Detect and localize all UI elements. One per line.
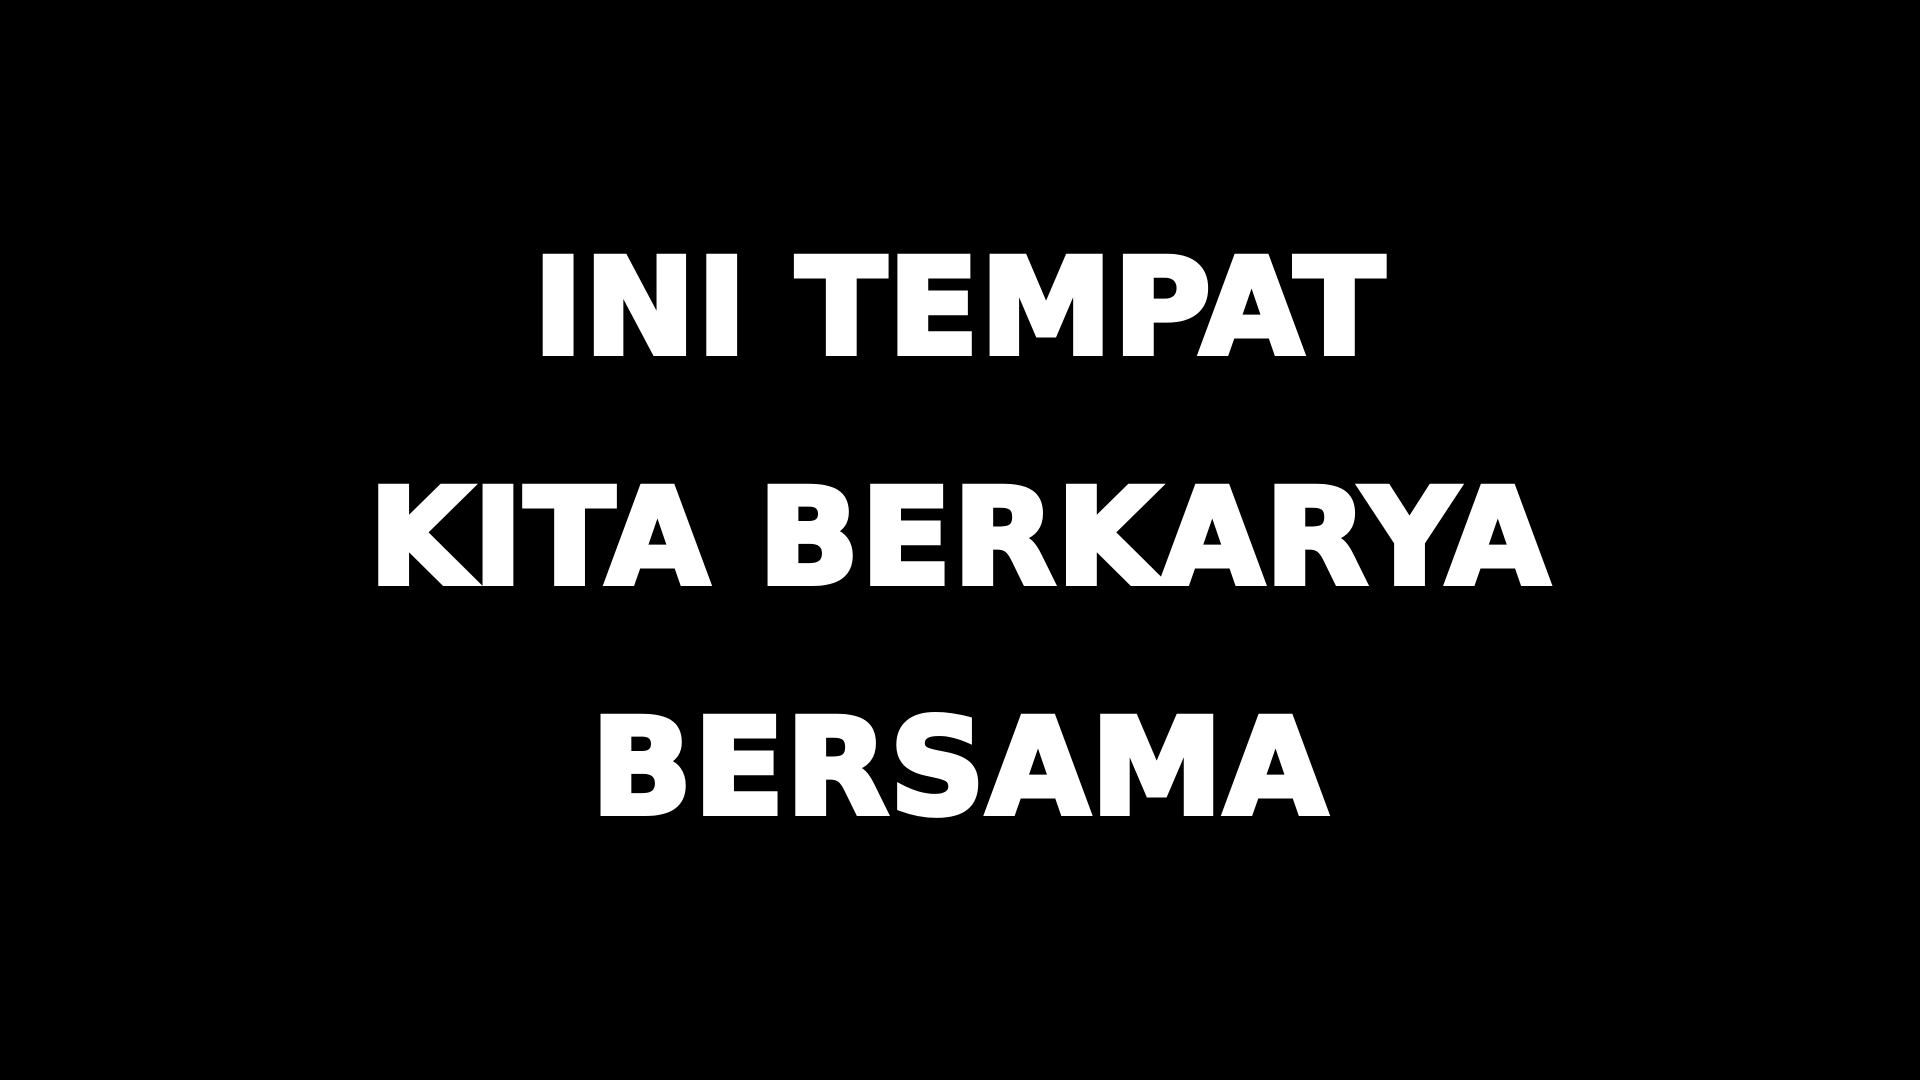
headline-line-3: BERSAMA [591,691,1329,845]
headline-line-2: KITA BERKARYA [369,461,1551,615]
headline-line-1: INI TEMPAT [533,231,1387,385]
